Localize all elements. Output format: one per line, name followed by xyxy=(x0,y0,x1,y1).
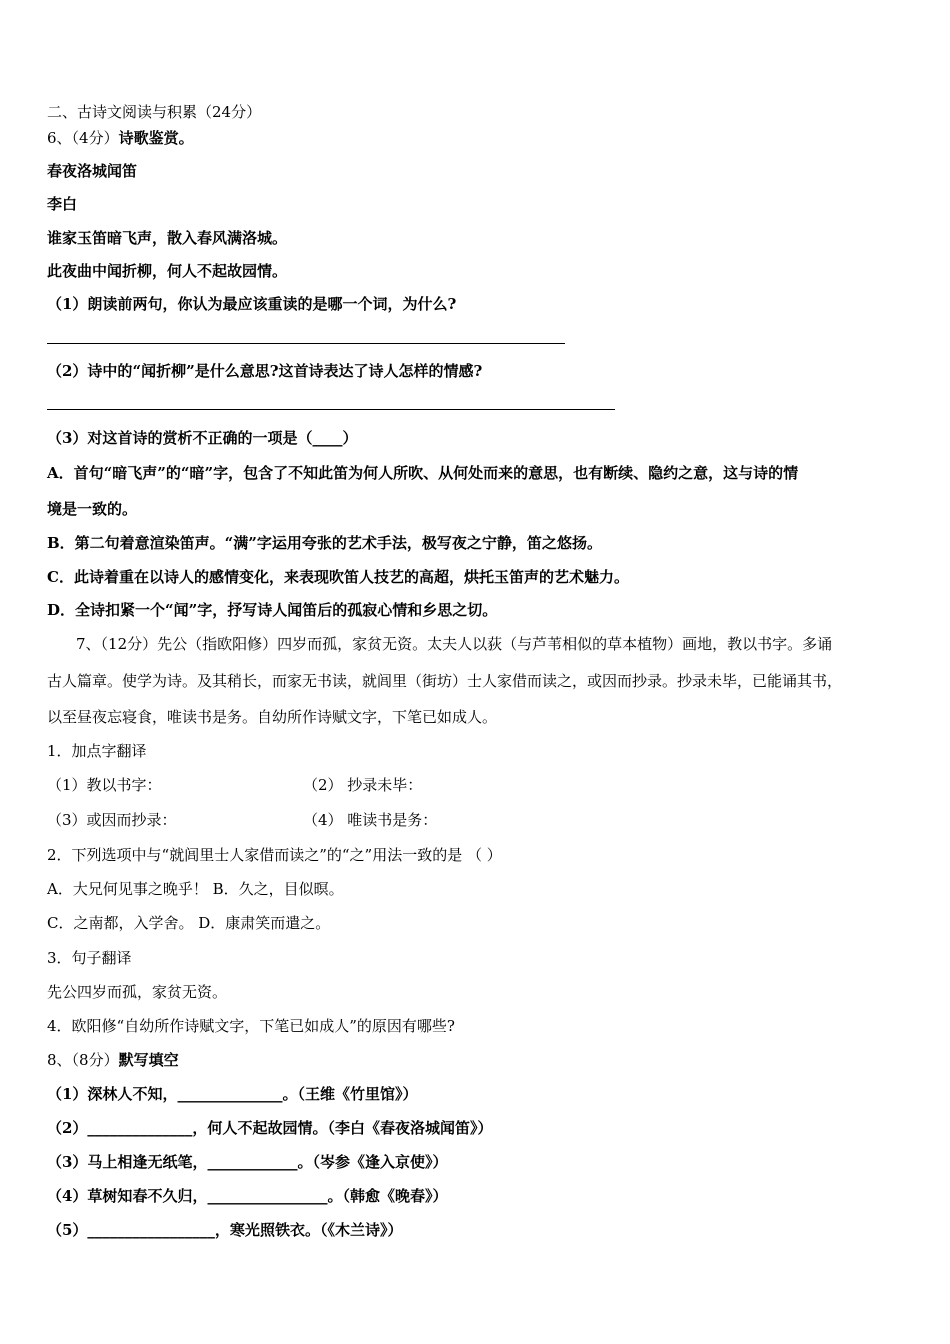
q6-number: 6、（4分） xyxy=(47,129,119,147)
answer-line-2 xyxy=(47,409,615,410)
q6-option-a-line1: A．首句“暗飞声”的“暗”字，包含了不知此笛为何人所吹、从何处而来的意思，也有断续、隐约之意，这与诗的情 xyxy=(47,464,799,482)
poem-title: 春夜洛城闻笛 xyxy=(47,162,138,180)
q6-instruction: 诗歌鉴赏。 xyxy=(118,129,194,147)
q7-part-1-item-2: （2） 抄录未毕： xyxy=(303,776,423,794)
q6-header xyxy=(47,127,194,149)
q7-part-2-options-ab: A．大兄何见事之晚乎！ B．久之，目似暝。 xyxy=(47,880,344,898)
q7-part-1-item-3: （3）或因而抄录： xyxy=(47,811,177,829)
q6-sub-1: （1）朗读前两句，你认为最应该重读的是哪一个词，为什么? xyxy=(47,295,457,313)
poem-line-2: 此夜曲中闻折柳，何人不起故园情。 xyxy=(47,262,288,280)
q7-part-1-title: 1．加点字翻译 xyxy=(47,742,147,760)
q7-part-1-item-1: （1）教以书字： xyxy=(47,776,162,794)
q8-item-4: （4）草树知春不久归，________________。（韩愈《晚春》） xyxy=(47,1187,448,1205)
q7-passage-line1: 7、（12分）先公（指欧阳修）四岁而孤，家贫无资。太夫人以荻（与芦苇相似的草本植物）画地，教以书字。多诵 xyxy=(76,635,833,653)
q7-part-2-options-cd: C．之南都，入学舍。 D．康肃笑而遣之。 xyxy=(47,914,331,932)
q6-option-c: C．此诗着重在以诗人的感情变化，来表现吹笛人技艺的高超，烘托玉笛声的艺术魅力。 xyxy=(47,568,629,586)
q6-option-d: D．全诗扣紧一个“闻”字，抒写诗人闻笛后的孤寂心情和乡思之切。 xyxy=(47,601,498,619)
q7-part-2: 2．下列选项中与“就闾里士人家借而读之”的“之”用法一致的是 （ ） xyxy=(47,846,502,864)
q8-item-1: （1）深林人不知，______________。（王维《竹里馆》） xyxy=(47,1085,418,1103)
q8-item-5: （5）_________________，寒光照铁衣。（《木兰诗》） xyxy=(47,1221,403,1239)
poem-author: 李白 xyxy=(47,195,78,213)
q6-option-b: B．第二句着意渲染笛声。“满”字运用夸张的艺术手法，极写夜之宁静，笛之悠扬。 xyxy=(47,534,602,552)
q8-item-3: （3）马上相逢无纸笔，____________。（岑参《逢入京使》） xyxy=(47,1153,448,1171)
q7-part-3-title: 3．句子翻译 xyxy=(47,949,132,967)
poem-line-1: 谁家玉笛暗飞声，散入春风满洛城。 xyxy=(47,229,288,247)
q8-header xyxy=(47,1049,179,1071)
section-title: 二、古诗文阅读与积累（24分） xyxy=(47,103,262,121)
answer-line-1 xyxy=(47,343,565,344)
q6-option-a-line2: 境是一致的。 xyxy=(47,500,138,518)
q7-part-4: 4．欧阳修“自幼所作诗赋文字，下笔已如成人”的原因有哪些? xyxy=(47,1017,455,1035)
q8-item-2: （2）______________，何人不起故园情。（李白《春夜洛城闻笛》） xyxy=(47,1119,493,1137)
q6-sub-2: （2）诗中的“闻折柳”是什么意思?这首诗表达了诗人怎样的情感? xyxy=(47,362,483,380)
q7-part-3-sentence: 先公四岁而孤，家贫无资。 xyxy=(47,983,228,1001)
q6-sub-3: （3）对这首诗的赏析不正确的一项是（____） xyxy=(47,429,358,447)
q7-passage-line3: 以至昼夜忘寝食，唯读书是务。自幼所作诗赋文字，下笔已如成人。 xyxy=(47,708,498,726)
q8-number: 8、（8分） xyxy=(47,1051,119,1069)
q8-instruction: 默写填空 xyxy=(118,1051,179,1069)
q7-passage-line2: 古人篇章。使学为诗。及其稍长，而家无书读，就闾里（街坊）士人家借而读之，或因而抄录。抄录未毕，已能诵其书， xyxy=(47,672,843,690)
q7-part-1-item-4: （4） 唯读书是务： xyxy=(303,811,438,829)
